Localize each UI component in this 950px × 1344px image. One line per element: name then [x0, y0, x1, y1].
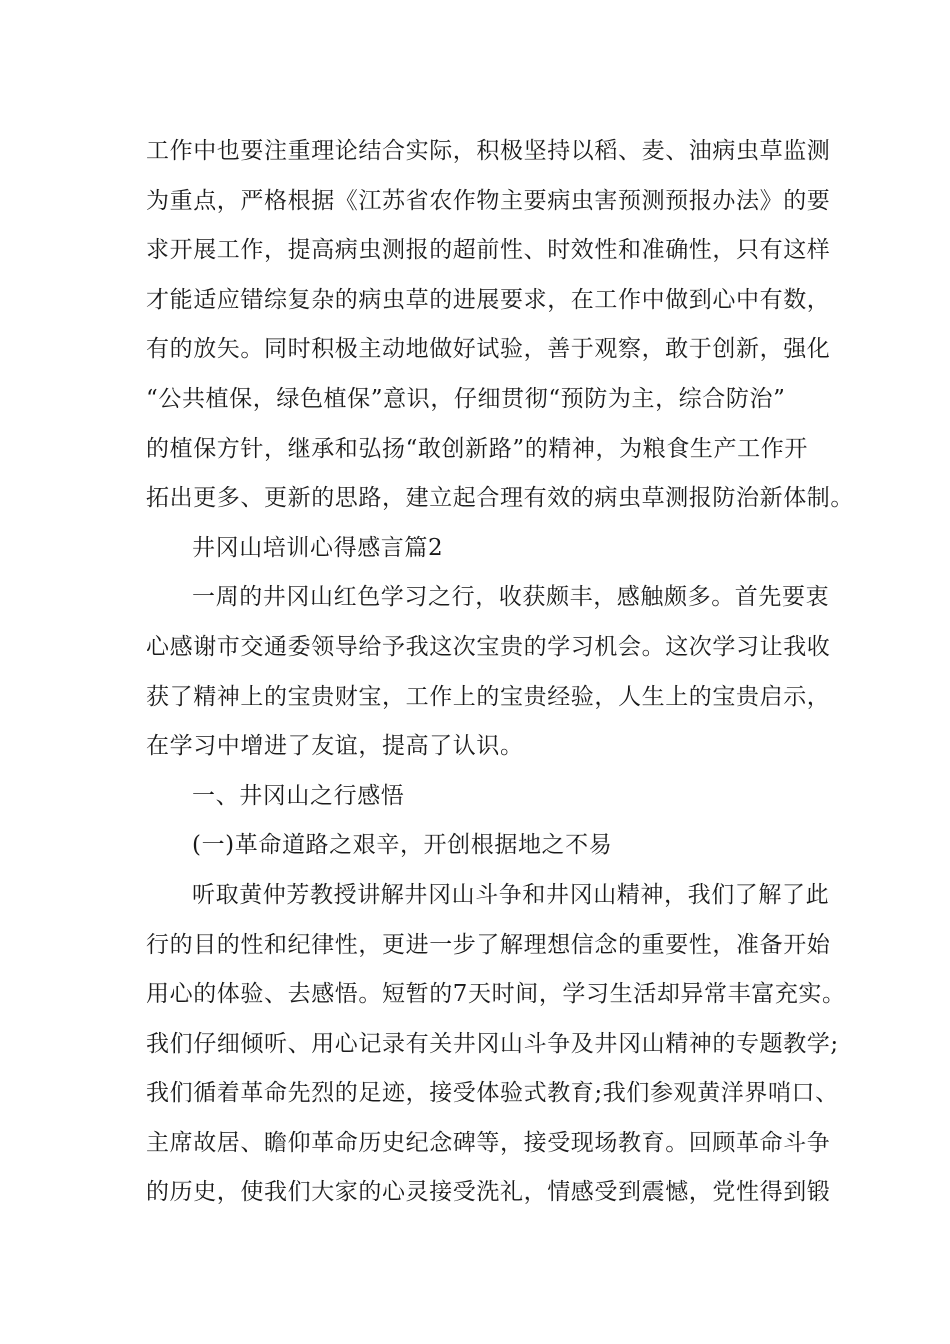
body-text-line: 我们循着革命先烈的足迹，接受体验式教育;我们参观黄洋界哨口、 [146, 1080, 839, 1107]
section-heading: 一、井冈山之行感悟 [192, 782, 405, 809]
body-text-line: 为重点，严格根据《江苏省农作物主要病虫害预测预报办法》的要 [146, 187, 831, 214]
section-title: 井冈山培训心得感言篇2 [192, 534, 444, 561]
body-text-line: 心感谢市交通委领导给予我这次宝贵的学习机会。这次学习让我收 [146, 633, 831, 660]
body-text-line: 的植保方针，继承和弘扬“敢创新路”的精神，为粮食生产工作开 [146, 435, 808, 462]
body-text-line: 一周的井冈山红色学习之行，收获颇丰，感触颇多。首先要衷 [192, 584, 830, 611]
body-text-line: 才能适应错综复杂的病虫草的进展要求，在工作中做到心中有数， [146, 286, 831, 313]
body-text-line: 行的目的性和纪律性，更进一步了解理想信念的重要性，准备开始 [146, 931, 831, 958]
body-text-line: 求开展工作，提高病虫测报的超前性、时效性和准确性，只有这样 [146, 237, 831, 264]
body-text-line: 主席故居、瞻仰革命历史纪念碑等，接受现场教育。回顾革命斗争 [146, 1129, 831, 1156]
body-text-line: 有的放矢。同时积极主动地做好试验，善于观察，敢于创新，强化 [146, 336, 831, 363]
body-text-line: 我们仔细倾听、用心记录有关井冈山斗争及井冈山精神的专题教学; [146, 1030, 839, 1057]
body-text-line: 获了精神上的宝贵财宝，工作上的宝贵经验，人生上的宝贵启示， [146, 683, 831, 710]
body-text-line: 用心的体验、去感悟。短暂的7天时间，学习生活却异常丰富充实。 [146, 981, 846, 1008]
subsection-heading: (一)革命道路之艰辛，开创根据地之不易 [192, 832, 613, 859]
body-text-line: 听取黄仲芳教授讲解井冈山斗争和井冈山精神，我们了解了此 [192, 881, 830, 908]
body-text-line: “公共植保，绿色植保”意识，仔细贯彻“预防为主，综合防治” [146, 385, 786, 412]
body-text-line: 拓出更多、更新的思路，建立起合理有效的病虫草测报防治新体制。 [146, 485, 854, 512]
body-text-line: 工作中也要注重理论结合实际，积极坚持以稻、麦、油病虫草监测 [146, 138, 831, 164]
document-body [146, 127, 854, 1218]
body-text-line: 的历史，使我们大家的心灵接受洗礼，情感受到震憾，党性得到锻 [146, 1179, 831, 1206]
body-text-line: 在学习中增进了友谊，提高了认识。 [146, 733, 524, 760]
